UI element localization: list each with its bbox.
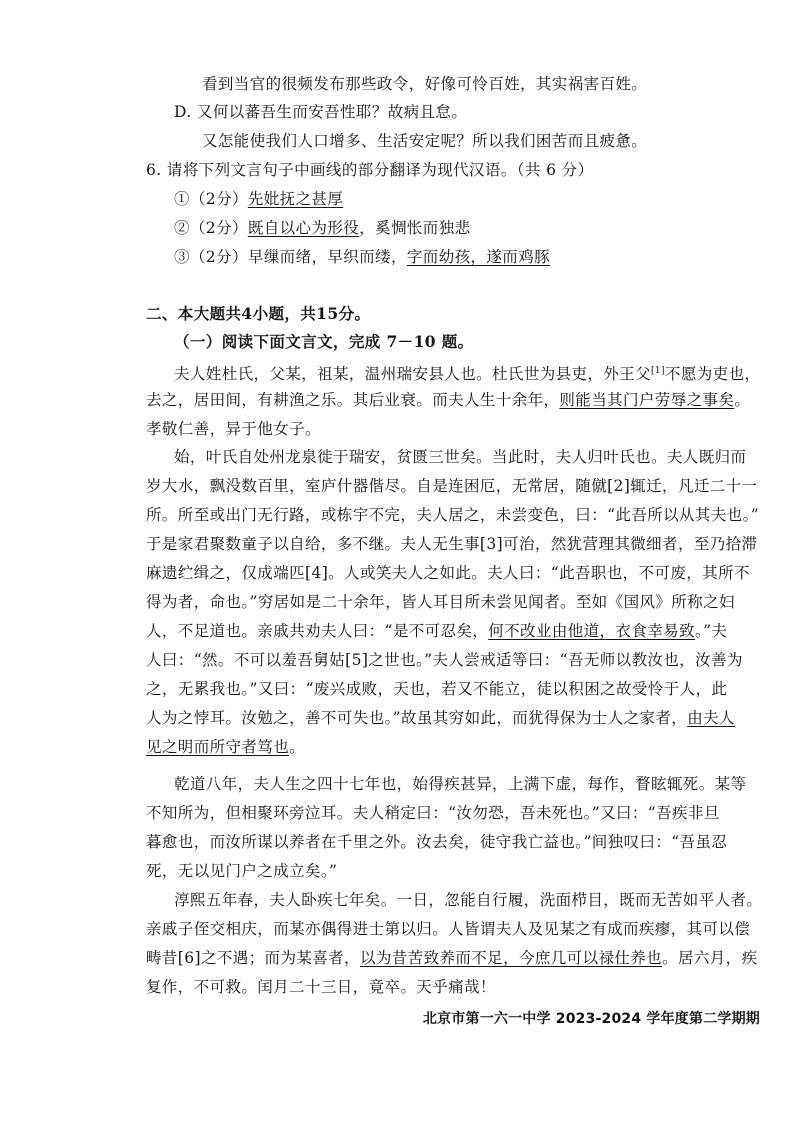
translation-d: 又怎能使我们人口增多、生活安定呢？所以我们困苦而且疲惫。 <box>202 132 648 150</box>
passage-p4-line-3: 畴昔[6]之不遇；而为某喜者，以为昔苦致养而不足，今庶几可以禄仕养也。居六月，疾 <box>146 949 758 967</box>
translation-c: 看到当官的很频发布那些政令，好像可怜百姓，其实祸害百姓。 <box>202 75 648 93</box>
passage-p2-line-9: 之，无累我也。”又曰：“废兴成败，天也，若又不能立，徒以积困之故受怜于人，此 <box>146 680 728 698</box>
passage-p3-line-3: 暮愈也，而汝所谋以养者在千里之外。汝去矣，徒守我亡益也。”间独叹曰：“吾虽忍 <box>146 833 728 851</box>
passage-underline-4: 以为昔苦致养而不足，今庶几可以禄仕养也 <box>359 949 663 967</box>
passage-underline-3b: 见之明而所守者笃也 <box>146 738 290 756</box>
passage-p2-line-1: 始，叶氏自处州龙泉徙于瑞安，贫匮三世矣。当此时，夫人归叶氏也。夫人既归而 <box>174 448 747 466</box>
passage-p4-line-2: 亲戚子侄交相庆，而某亦偶得进士第以归。人皆谓夫人及见某之有成而疾瘳，其可以偿 <box>146 920 751 938</box>
passage-underline-2: 何不改业由他道，衣食幸易致 <box>488 622 695 640</box>
passage-p2-line-4: 于是家君聚数童子以自给，多不继。夫人无生事[3]可治，然犹营理其微细者，至乃拾滞 <box>146 535 758 553</box>
passage-p3-line-2: 不知所为，但相聚环旁泣耳。夫人稍定曰：“汝勿恐，吾未死也。”又曰：“吾疾非旦 <box>146 804 720 822</box>
q6-item-2-underlined: 既自以心为形役 <box>247 219 360 237</box>
passage-p2-line-7: 人，不足道也。亲戚共劝夫人曰：“是不可忍矣，何不改业由他道，衣食幸易致。”夫 <box>146 622 728 640</box>
passage-p4-line-1: 淳熙五年春，夫人卧疾七年矣。一日，忽能自行履，洗面栉目，既而无苦如平人者。 <box>174 891 763 909</box>
passage-p2-line-5: 麻遗纻缉之，仅成端匹[4]。人或笑夫人之如此。夫人曰：“此吾职也，不可废，其所不 <box>146 564 750 582</box>
passage-underline-1: 则能当其门户劳辱之事矣 <box>559 391 735 409</box>
question-6-title: 6. 请将下列文言句子中画线的部分翻译为现代汉语。（共 6 分） <box>146 161 594 179</box>
q6-item-2 <box>174 218 471 238</box>
passage-underline-3a: 由夫人 <box>687 709 735 727</box>
q6-item-2-tail: ，奚惆怅而独悲 <box>359 219 471 237</box>
q6-item-3-score: （2分） <box>189 248 248 266</box>
passage-p3-line-4: 死，无以见门户之成立矣。” <box>146 862 338 880</box>
q6-item-3-num: ③ <box>174 248 190 266</box>
page-footer: 北京市第一六一中学 2023-2024 学年度第二学期期 <box>422 1011 760 1027</box>
q6-item-2-score: （2分） <box>189 219 248 237</box>
passage-p4-line-4: 复作，不可救。闰月二十三日，竟卒。天乎痛哉！ <box>146 978 496 996</box>
section-2-subheading: （一）阅读下面文言文，完成 7－10 题。 <box>174 332 474 351</box>
q6-item-3 <box>174 247 550 267</box>
passage-p2-line-10: 人为之悖耳。汝勉之，善不可失也。”故虽其穷如此，而犹得保为士人之家者，由夫人 <box>146 709 735 727</box>
passage-p2-line-6: 得为者，命也。”穷居如是二十余年，皆人耳目所未尝见闻者。至如《国风》所称之妇 <box>146 593 735 611</box>
q6-item-3-plain: 早缫而绪，早织而缕， <box>247 248 407 266</box>
passage-p1-line-1: 夫人姓杜氏，父某，祖某，温州瑞安县人也。杜氏世为县吏，外王父[1]不愿为吏也， <box>174 365 761 384</box>
passage-p2-line-8: 人曰：“然。不可以羞吾舅姑[5]之世也。”夫人尝戒适等曰：“吾无师以教汝也，汝善为 <box>146 651 743 669</box>
q6-item-3-underlined: 字而幼孩，遂而鸡豚 <box>406 248 550 266</box>
passage-p2-line-2: 岁大水，飘没数百里，室庐什器偕尽。自是连困厄，无常居，随僦[2]辄迁，凡迁二十一 <box>146 477 758 495</box>
q6-item-1-underlined: 先妣抚之甚厚 <box>247 190 344 208</box>
q6-item-1-num: ① <box>174 190 190 208</box>
passage-p1-line-3: 孝敬仁善，异于他女子。 <box>146 420 321 438</box>
q6-item-2-num: ② <box>174 219 190 237</box>
q6-item-1-score: （2分） <box>189 190 248 208</box>
passage-p1-line-2: 去之，居田间，有耕渔之乐。其后业衰。而夫人生十余年，则能当其门户劳辱之事矣。 <box>146 391 751 409</box>
passage-p2-line-3: 所。所至或出门无行路，或栋宇不完，夫人居之，未尝变色，曰：“此吾所以从其夫也。” <box>146 506 760 524</box>
q6-item-1 <box>174 189 343 209</box>
passage-p3-line-1: 乾道八年，夫人生之四十七年也，始得疾甚异，上满下虚，每作，瞀眩辄死。某等 <box>174 775 747 793</box>
option-d: D. 又何以蕃吾生而安吾性耶？故病且怠。 <box>174 103 468 121</box>
section-2-heading: 二、本大题共4小题，共15分。 <box>146 304 371 323</box>
passage-p2-line-11: 见之明而所守者笃也。 <box>146 738 306 756</box>
